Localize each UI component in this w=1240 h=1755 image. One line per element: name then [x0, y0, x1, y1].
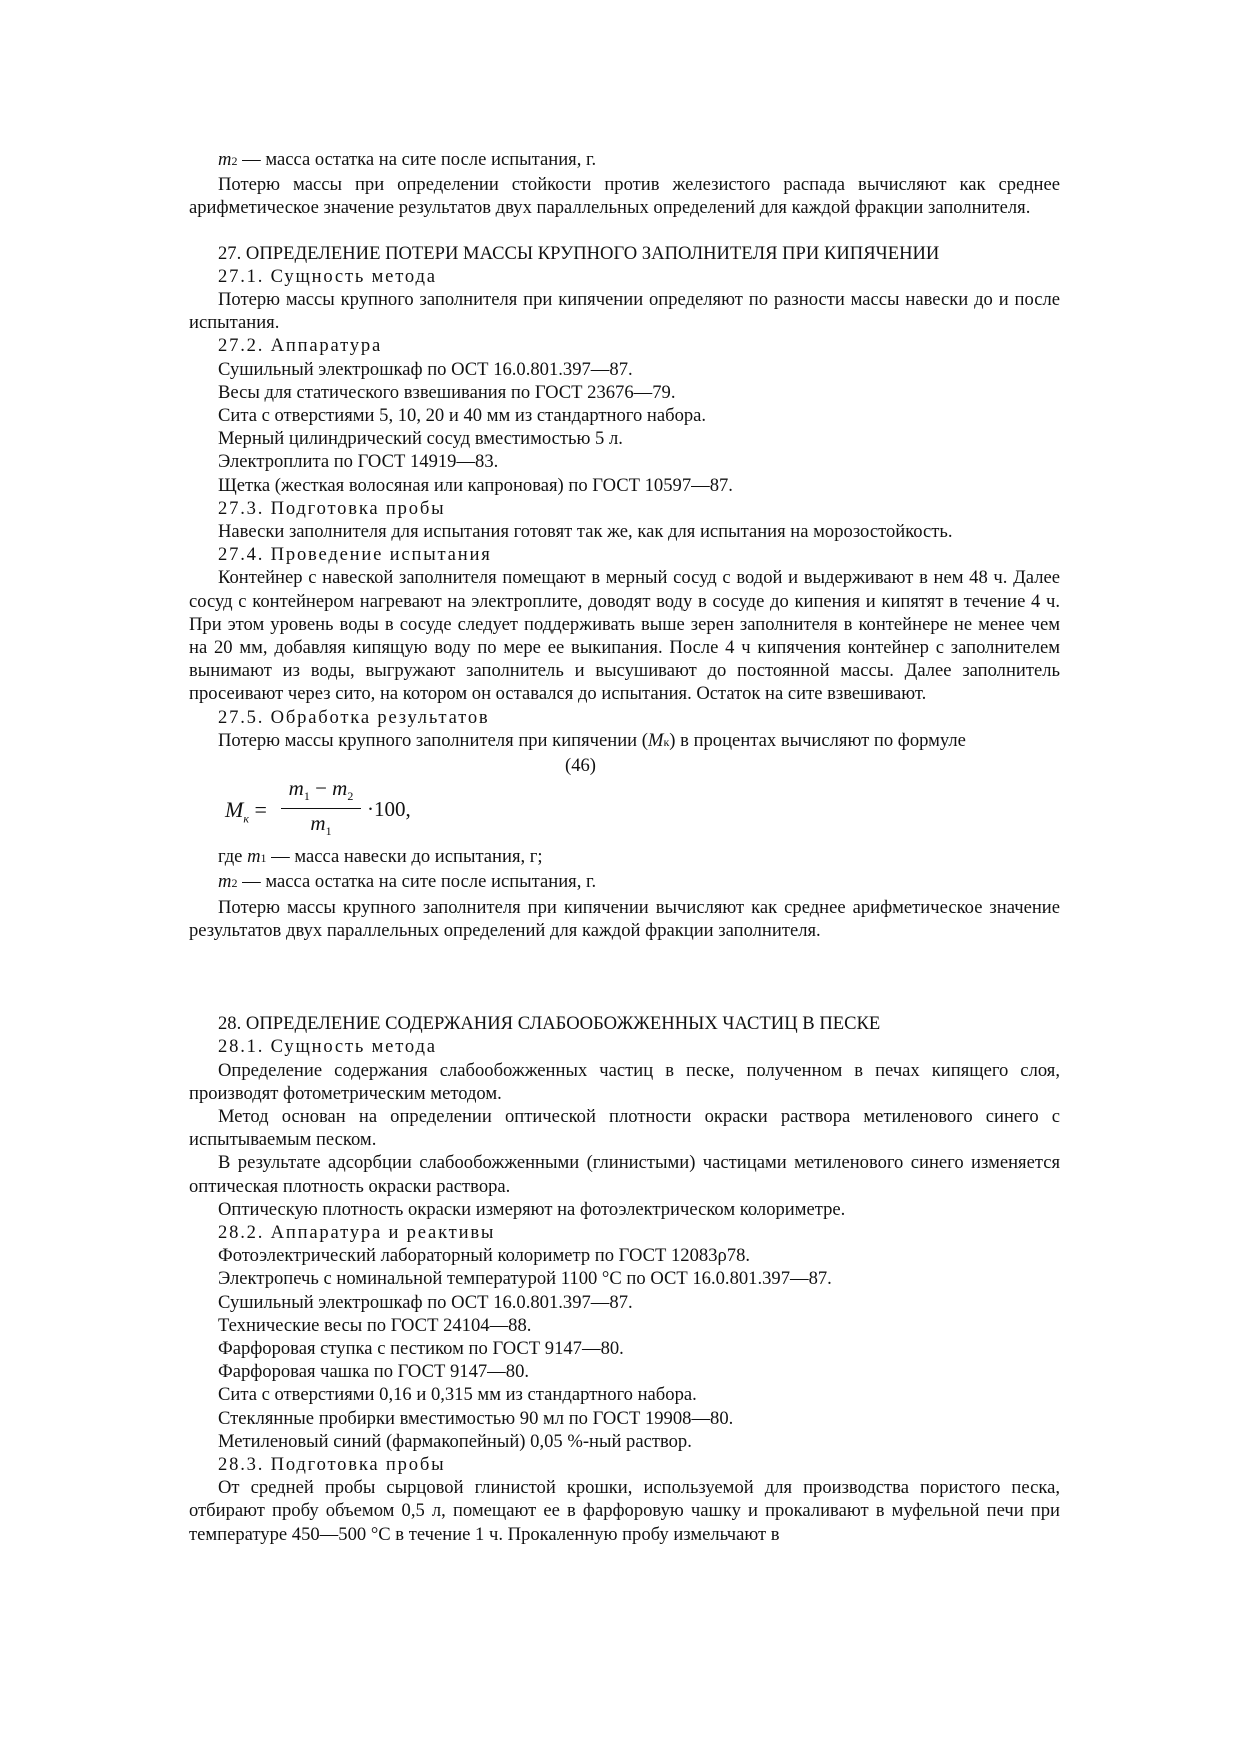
section-27-title: 27. ОПРЕДЕЛЕНИЕ ПОТЕРИ МАССЫ КРУПНОГО ЗАПОЛНИТЕЛЯ ПРИ КИПЯЧЕНИИ	[218, 242, 940, 264]
definition-m2: m2 — масса остатка на сите после испытания, г.	[218, 871, 597, 893]
formula-46	[189, 777, 1060, 843]
paragraph: В результате адсорбции слабообожженными (глинистыми) частицами метиленового синего изменяется оптическая плотность окраски раствора.	[189, 1152, 1060, 1197]
equipment-item: Сушильный электрошкаф по ОСТ 16.0.801.397—87.	[218, 1291, 633, 1313]
paragraph: Метод основан на определении оптической плотности окраски раствора метиленового синего с испытываемым песком.	[189, 1105, 1060, 1151]
subsection-28-2: 28.2. Аппаратура и реактивы	[218, 1221, 496, 1243]
equipment-item: Щетка (жесткая волосяная или капроновая) по ГОСТ 10597—87.	[218, 474, 733, 496]
equipment-item: Электропечь с номинальной температурой 1100 °С по ОСТ 16.0.801.397—87.	[218, 1268, 832, 1290]
equipment-item: Технические весы по ГОСТ 24104—88.	[218, 1314, 532, 1336]
paragraph: Определение содержания слабообожженных частиц в песке, полученном в печах кипящего слоя, производят фотометрическим методом.	[189, 1059, 1060, 1104]
equipment-item: Мерный цилиндрический сосуд вместимостью 5 л.	[218, 428, 623, 450]
subsection-27-2: 27.2. Аппаратура	[218, 335, 383, 357]
equipment-item: Сита с отверстиями 0,16 и 0,315 мм из стандартного набора.	[218, 1384, 697, 1406]
document-page	[189, 148, 1060, 1546]
subsection-28-3: 28.3. Подготовка пробы	[218, 1453, 446, 1475]
definition-m2-top: m2 — масса остатка на сите после испытания, г.	[218, 149, 597, 170]
formula-multiplier: ·100,	[367, 797, 411, 822]
subsection-27-4: 27.4. Проведение испытания	[218, 544, 492, 566]
paragraph: Навески заполнителя для испытания готовят так же, как для испытания на морозостойкость.	[218, 521, 953, 543]
formula-denominator: $m_1$	[310, 811, 332, 839]
paragraph: Контейнер с навеской заполнителя помещают в мерный сосуд с водой и выдерживают в нем 48 ч. Далее сосуд с контейнером нагревают на электроплите, доводят воду в сосуде до кипения и кипятят в течение 4 ч. При этом уровень воды в сосуде следует поддерживать выше зерен заполнителя в контейнере не менее чем на 20 мм, добавляя кипящую воду по мере ее выкипания. После 4 ч кипячения контейнер с заполнителем вынимают из воды, выгружают заполнитель и высушивают до постоянной массы. Далее заполнитель просеивают через сито, на котором он оставался до испытания. Остаток на сите взвешивают.	[189, 567, 1060, 705]
subsection-27-5: 27.5. Обработка результатов	[218, 706, 490, 728]
paragraph: От средней пробы сырцовой глинистой крошки, используемой для производства пористого песка, отбирают пробу объемом 0,5 л, помещают ее в фарфоровую чашку и прокаливают в муфельной печи при температуре 450—500 °С в течение 1 ч. Прокаленную пробу измельчают в	[189, 1477, 1060, 1545]
equipment-item: Сита с отверстиями 5, 10, 20 и 40 мм из стандартного набора.	[218, 405, 707, 427]
paragraph: Потерю массы крупного заполнителя при кипячении определяют по разности массы навески до и после испытания.	[189, 289, 1060, 334]
equation-number: (46)	[565, 755, 596, 777]
equipment-item: Сушильный электрошкаф по ОСТ 16.0.801.397—87.	[218, 358, 633, 380]
equipment-item: Метиленовый синий (фармакопейный) 0,05 %-ный раствор.	[218, 1430, 692, 1452]
paragraph: Потерю массы крупного заполнителя при кипячении вычисляют как среднее арифметическое значение результатов двух параллельных определений для каждой фракции заполнителя.	[189, 896, 1060, 941]
formula-numerator: $m_1 - m_2$	[288, 776, 354, 804]
section-28-title: 28. ОПРЕДЕЛЕНИЕ СОДЕРЖАНИЯ СЛАБООБОЖЖЕННЫХ ЧАСТИЦ В ПЕСКЕ	[218, 1013, 881, 1035]
formula-lhs: $M_к$ =	[225, 797, 267, 826]
equipment-item: Фотоэлектрический лабораторный колориметр по ГОСТ 12083ρ78.	[218, 1245, 751, 1267]
definition-m1: где m1 — масса навески до испытания, г;	[218, 846, 543, 868]
paragraph-formula-intro: Потерю массы крупного заполнителя при кипячении (Mк) в процентах вычисляют по формуле	[218, 729, 966, 751]
fraction-bar	[281, 808, 361, 809]
subsection-27-3: 27.3. Подготовка пробы	[218, 497, 446, 519]
subsection-27-1: 27.1. Сущность метода	[218, 265, 437, 287]
paragraph: Оптическую плотность окраски измеряют на фотоэлектрическом колориметре.	[218, 1198, 846, 1220]
equipment-item: Фарфоровая чашка по ГОСТ 9147—80.	[218, 1361, 530, 1383]
equipment-item: Фарфоровая ступка с пестиком по ГОСТ 9147—80.	[218, 1337, 624, 1359]
equipment-item: Электроплита по ГОСТ 14919—83.	[218, 451, 499, 473]
equipment-item: Стеклянные пробирки вместимостью 90 мл по ГОСТ 19908—80.	[218, 1407, 734, 1429]
equipment-item: Весы для статического взвешивания по ГОСТ 23676—79.	[218, 381, 676, 403]
subsection-28-1: 28.1. Сущность метода	[218, 1036, 437, 1058]
paragraph: Потерю массы при определении стойкости против железистого распада вычисляют как среднее арифметическое значение результатов двух параллельных определений для каждой фракции заполнителя.	[189, 174, 1060, 219]
